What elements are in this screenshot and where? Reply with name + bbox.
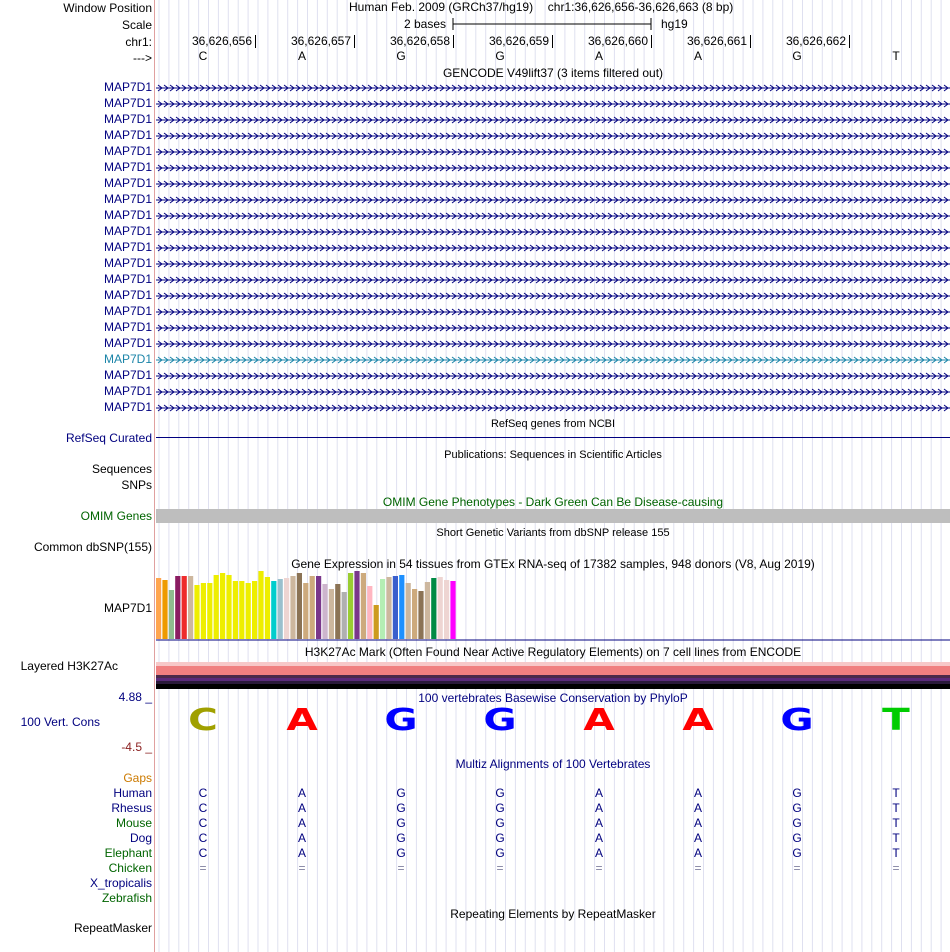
label-divider: [154, 0, 155, 952]
repeatmasker-label[interactable]: RepeatMasker: [73, 921, 152, 935]
gtex-tissue-bar[interactable]: [361, 573, 366, 639]
gtex-tissue-bar[interactable]: [258, 571, 263, 639]
alignment-base: A: [693, 846, 702, 860]
gencode-transcript-label[interactable]: MAP7D1: [103, 336, 152, 350]
sequences-label[interactable]: Sequences: [91, 462, 152, 476]
alignment-base: G: [396, 846, 406, 860]
cons-logo-letter: A: [286, 703, 318, 738]
gtex-tissue-bar[interactable]: [207, 583, 212, 639]
gtex-tissue-bar[interactable]: [310, 576, 315, 639]
ruler-tick-label: 36,626,658: [389, 34, 450, 48]
alignment-base: A: [594, 786, 603, 800]
gencode-transcript-label[interactable]: MAP7D1: [103, 400, 152, 414]
gencode-transcript-label[interactable]: MAP7D1: [103, 192, 152, 206]
dbsnp-title[interactable]: Short Genetic Variants from dbSNP release 155: [436, 527, 670, 539]
alignment-base: T: [892, 786, 900, 800]
ruler-tick: [651, 35, 652, 48]
cons-logo-letter: G: [483, 703, 517, 738]
ruler-tick-label: 36,626,656: [191, 34, 252, 48]
species-label[interactable]: Zebrafish: [101, 891, 152, 905]
gtex-tissue-bar[interactable]: [284, 578, 289, 639]
alignment-base: A: [693, 816, 702, 830]
cons-logo-letter: G: [384, 703, 418, 738]
reference-base[interactable]: T: [892, 49, 900, 63]
alignment-base: T: [892, 846, 900, 860]
gtex-tissue-bar[interactable]: [431, 578, 436, 639]
track-label-column: [0, 0, 155, 952]
gtex-tissue-bar[interactable]: [335, 584, 340, 639]
gtex-tissue-bar[interactable]: [393, 576, 398, 639]
species-label[interactable]: Chicken: [108, 861, 152, 875]
gencode-transcript[interactable]: [156, 355, 950, 365]
gtex-tissue-bar[interactable]: [297, 573, 302, 639]
gencode-transcript[interactable]: [156, 211, 950, 221]
gtex-tissue-bar[interactable]: [162, 580, 167, 639]
species-label[interactable]: Elephant: [104, 846, 152, 860]
species-label[interactable]: Rhesus: [111, 801, 152, 815]
gencode-transcript[interactable]: [156, 131, 950, 141]
gencode-transcript-label[interactable]: MAP7D1: [103, 320, 152, 334]
gencode-transcript[interactable]: [156, 195, 950, 205]
alignment-base: =: [298, 861, 306, 875]
cons-logo-letter: A: [583, 703, 615, 738]
gtex-tissue-bar[interactable]: [175, 576, 180, 639]
cons-logo-letter: G: [780, 703, 814, 738]
gencode-transcript[interactable]: [156, 83, 950, 93]
gencode-transcript-label[interactable]: MAP7D1: [103, 112, 152, 126]
gtex-tissue-bars[interactable]: [156, 570, 950, 642]
dbsnp-label[interactable]: Common dbSNP(155): [33, 540, 152, 554]
gtex-tissue-bar[interactable]: [354, 571, 359, 639]
gencode-transcript-label[interactable]: MAP7D1: [103, 176, 152, 190]
gtex-tissue-bar[interactable]: [220, 573, 225, 639]
alignment-base: A: [297, 786, 306, 800]
gtex-tissue-bar[interactable]: [182, 576, 187, 639]
alignment-base: A: [297, 801, 306, 815]
gtex-tissue-bar[interactable]: [156, 578, 161, 639]
refseq-label[interactable]: RefSeq Curated: [65, 431, 152, 445]
alignment-base: C: [198, 816, 208, 830]
scale-bar: [452, 16, 654, 32]
reference-base[interactable]: A: [693, 49, 702, 63]
ruler-tick: [849, 35, 850, 48]
h3k27ac-title[interactable]: H3K27Ac Mark (Often Found Near Active Regulatory Elements) on 7 cell lines from ENCODE: [304, 645, 802, 659]
gencode-transcript-label[interactable]: MAP7D1: [103, 224, 152, 238]
base-grid-lines: [156, 0, 950, 952]
alignment-base: =: [397, 861, 405, 875]
gtex-tissue-bar[interactable]: [348, 573, 353, 639]
gtex-tissue-bar[interactable]: [418, 591, 423, 639]
gtex-tissue-bar[interactable]: [322, 584, 327, 639]
gencode-transcript-label[interactable]: MAP7D1: [103, 128, 152, 142]
reference-base[interactable]: G: [495, 49, 505, 63]
reference-base[interactable]: G: [792, 49, 802, 63]
reference-base[interactable]: A: [297, 49, 306, 63]
species-label[interactable]: Dog: [129, 831, 152, 845]
ruler-tick-label: 36,626,657: [290, 34, 351, 48]
gtex-tissue-bar[interactable]: [342, 592, 347, 639]
publications-title[interactable]: Publications: Sequences in Scientific Articles: [444, 449, 662, 461]
gencode-transcript[interactable]: [156, 307, 950, 317]
gtex-tissue-bar[interactable]: [380, 579, 385, 639]
alignment-base: G: [792, 816, 802, 830]
gencode-transcript[interactable]: [156, 179, 950, 189]
gtex-tissue-bar[interactable]: [399, 575, 404, 639]
alignment-base: A: [693, 801, 702, 815]
alignment-base: G: [792, 846, 802, 860]
gtex-tissue-bar[interactable]: [271, 581, 276, 639]
reference-base[interactable]: C: [198, 49, 208, 63]
gtex-tissue-bar[interactable]: [239, 581, 244, 639]
gtex-tissue-bar[interactable]: [450, 581, 455, 639]
alignment-base: A: [297, 831, 306, 845]
gencode-transcript[interactable]: [156, 115, 950, 125]
ruler-tick-label: 36,626,659: [488, 34, 549, 48]
alignment-base: A: [693, 786, 702, 800]
alignment-base: A: [594, 801, 603, 815]
gencode-transcript[interactable]: [156, 163, 950, 173]
gtex-tissue-bar[interactable]: [233, 581, 238, 639]
alignment-base: C: [198, 846, 208, 860]
cons-max-label: 4.88 _: [118, 690, 152, 704]
gencode-transcript-label[interactable]: MAP7D1: [103, 160, 152, 174]
gencode-transcript-label[interactable]: MAP7D1: [103, 208, 152, 222]
track-data-area[interactable]: [156, 0, 950, 952]
alignment-base: G: [792, 801, 802, 815]
ruler-tick-label: 36,626,662: [785, 34, 846, 48]
scale-label[interactable]: Scale: [121, 18, 152, 32]
h3k27ac-layered-signal[interactable]: [156, 662, 950, 689]
gencode-transcript-label[interactable]: MAP7D1: [103, 352, 152, 366]
alignment-base: =: [793, 861, 801, 875]
gtex-title[interactable]: Gene Expression in 54 tissues from GTEx RNA-seq of 17382 samples, 948 donors (V8, Aug 2019): [291, 557, 815, 571]
gtex-tissue-bar[interactable]: [188, 576, 193, 639]
cons-min-label: -4.5 _: [121, 740, 152, 754]
multiz-title[interactable]: Multiz Alignments of 100 Vertebrates: [455, 757, 651, 771]
position-coords: chr1:36,626,656-36,626,663 (8 bp): [547, 0, 734, 14]
gencode-transcript[interactable]: [156, 291, 950, 301]
reference-base[interactable]: A: [594, 49, 603, 63]
ruler-tick: [453, 35, 454, 48]
alignment-base: G: [792, 831, 802, 845]
ruler-tick: [750, 35, 751, 48]
alignment-base: =: [892, 861, 900, 875]
gencode-transcript-label[interactable]: MAP7D1: [103, 368, 152, 382]
gencode-transcript[interactable]: [156, 387, 950, 397]
alignment-base: A: [693, 831, 702, 845]
alignment-base: C: [198, 831, 208, 845]
alignment-base: G: [495, 801, 505, 815]
species-label[interactable]: Human: [113, 786, 152, 800]
gencode-transcript[interactable]: [156, 371, 950, 381]
gtex-tissue-bar[interactable]: [374, 605, 379, 639]
alignment-base: =: [496, 861, 504, 875]
omim-title[interactable]: OMIM Gene Phenotypes - Dark Green Can Be Disease-causing: [382, 495, 724, 509]
gencode-transcript-label[interactable]: MAP7D1: [103, 288, 152, 302]
gencode-transcript-label[interactable]: MAP7D1: [103, 304, 152, 318]
alignment-base: C: [198, 786, 208, 800]
gtex-tissue-bar[interactable]: [194, 585, 199, 639]
gtex-tissue-bar[interactable]: [303, 583, 308, 639]
gtex-tissue-bar[interactable]: [367, 586, 372, 639]
alignment-base: G: [495, 786, 505, 800]
alignment-base: G: [396, 816, 406, 830]
scale-length: 2 bases: [404, 17, 447, 31]
gencode-title[interactable]: GENCODE V49lift37 (3 items filtered out): [442, 66, 664, 80]
gencode-transcript[interactable]: [156, 259, 950, 269]
omim-label[interactable]: OMIM Genes: [80, 509, 152, 523]
repeatmasker-title[interactable]: Repeating Elements by RepeatMasker: [450, 907, 656, 921]
refseq-title[interactable]: RefSeq genes from NCBI: [490, 418, 616, 430]
gtex-tissue-bar[interactable]: [265, 577, 270, 639]
alignment-base: G: [396, 786, 406, 800]
cons-logo-letter: T: [882, 703, 910, 738]
gencode-transcript[interactable]: [156, 323, 950, 333]
alignment-base: G: [495, 831, 505, 845]
cons-logo-letter: A: [682, 703, 714, 738]
gencode-transcript-label[interactable]: MAP7D1: [103, 144, 152, 158]
gtex-label[interactable]: MAP7D1: [103, 601, 152, 615]
alignment-base: G: [792, 786, 802, 800]
gencode-transcript[interactable]: [156, 147, 950, 157]
gtex-tissue-bar[interactable]: [386, 577, 391, 639]
chrom-label[interactable]: chr1:: [125, 35, 152, 49]
refseq-gene-line[interactable]: [156, 437, 950, 438]
alignment-base: A: [594, 846, 603, 860]
gtex-tissue-bar[interactable]: [201, 583, 206, 639]
gtex-tissue-bar[interactable]: [412, 589, 417, 639]
gencode-transcript[interactable]: [156, 227, 950, 237]
alignment-base: C: [198, 801, 208, 815]
gencode-transcript[interactable]: [156, 243, 950, 253]
alignment-base: G: [495, 846, 505, 860]
ruler-tick-label: 36,626,661: [686, 34, 747, 48]
alignment-base: G: [495, 816, 505, 830]
gtex-tissue-bar[interactable]: [246, 583, 251, 639]
snps-label[interactable]: SNPs: [121, 478, 152, 492]
gencode-transcript[interactable]: [156, 403, 950, 413]
scale-db: hg19: [661, 17, 688, 31]
cons-label[interactable]: 100 Vert. Cons: [20, 715, 100, 729]
gencode-transcript-label[interactable]: MAP7D1: [103, 272, 152, 286]
assembly-text: [349, 0, 733, 15]
gencode-transcript[interactable]: [156, 339, 950, 349]
gencode-transcript-label[interactable]: MAP7D1: [103, 96, 152, 110]
omim-bar[interactable]: [156, 509, 950, 523]
alignment-base: T: [892, 801, 900, 815]
alignment-base: G: [396, 801, 406, 815]
gtex-tissue-bar[interactable]: [444, 580, 449, 639]
species-label[interactable]: X_tropicalis: [89, 876, 152, 890]
alignment-base: G: [396, 831, 406, 845]
alignment-base: A: [297, 846, 306, 860]
gencode-transcript-label[interactable]: MAP7D1: [103, 384, 152, 398]
h3k27ac-label[interactable]: Layered H3K27Ac: [20, 659, 118, 673]
alignment-base: A: [594, 816, 603, 830]
ruler-tick-label: 36,626,660: [587, 34, 648, 48]
gaps-label[interactable]: Gaps: [123, 771, 152, 785]
ruler-tick: [552, 35, 553, 48]
gtex-tissue-bar[interactable]: [169, 590, 174, 639]
gtex-tissue-bar[interactable]: [425, 582, 430, 639]
alignment-base: =: [199, 861, 207, 875]
gtex-tissue-bar[interactable]: [226, 575, 231, 639]
gtex-tissue-bar[interactable]: [406, 583, 411, 639]
window-position-label[interactable]: Window Position: [63, 1, 152, 15]
alignment-base: =: [694, 861, 702, 875]
reference-base[interactable]: G: [396, 49, 406, 63]
gencode-transcript-label[interactable]: MAP7D1: [103, 240, 152, 254]
alignment-base: A: [594, 831, 603, 845]
alignment-base: T: [892, 831, 900, 845]
gencode-transcript-label[interactable]: MAP7D1: [103, 256, 152, 270]
gtex-tissue-bar[interactable]: [290, 576, 295, 639]
strand-label[interactable]: --->: [133, 51, 152, 65]
species-label[interactable]: Mouse: [115, 816, 152, 830]
gtex-tissue-bar[interactable]: [438, 577, 443, 639]
gtex-tissue-bar[interactable]: [278, 579, 283, 639]
assembly-name: Human Feb. 2009 (GRCh37/hg19): [349, 0, 534, 14]
gtex-tissue-bar[interactable]: [252, 581, 257, 639]
gtex-tissue-bar[interactable]: [329, 589, 334, 639]
alignment-base: =: [595, 861, 603, 875]
alignment-base: T: [892, 816, 900, 830]
gencode-transcript-label[interactable]: MAP7D1: [103, 80, 152, 94]
cons-title[interactable]: 100 vertebrates Basewise Conservation by PhyloP: [418, 691, 688, 705]
alignment-base: A: [297, 816, 306, 830]
gencode-transcript[interactable]: [156, 275, 950, 285]
gencode-transcript[interactable]: [156, 99, 950, 109]
ruler-tick: [255, 35, 256, 48]
ruler-tick: [354, 35, 355, 48]
gtex-tissue-bar[interactable]: [214, 575, 219, 639]
cons-logo-letter: C: [188, 703, 218, 738]
gtex-tissue-bar[interactable]: [316, 576, 321, 639]
